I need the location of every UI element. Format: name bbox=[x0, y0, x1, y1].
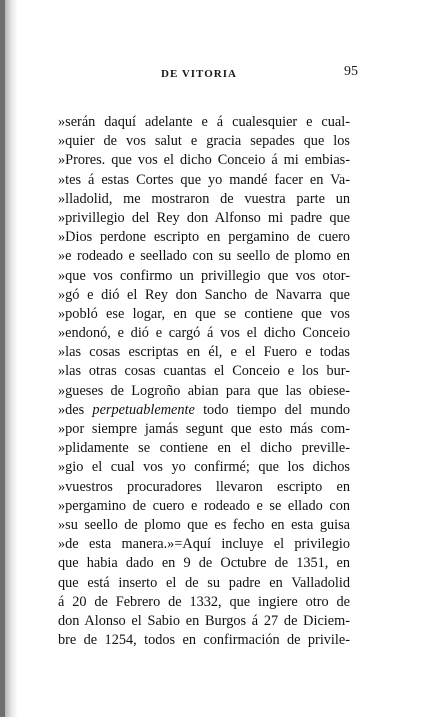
page-number: 95 bbox=[344, 64, 358, 79]
text-line: »quier de vos salut e gracia sepades que los bbox=[58, 133, 350, 150]
text-line: don Alonso el Sabio en Burgos á 27 de Diciem- bbox=[58, 612, 350, 629]
text-line: »endonó, e dió e cargó á vos el dicho Conceio bbox=[58, 325, 350, 342]
text-line: »las otras cosas cuantas el Conceio e los bur- bbox=[58, 363, 350, 380]
text-line: »e rodeado e seellado con su seello de plomo en bbox=[58, 248, 350, 265]
text-segment: »des bbox=[58, 401, 93, 418]
text-line: »gueses de Logroño abian para que las obiese- bbox=[58, 382, 350, 399]
text-line: »las cosas escriptas en él, e el Fuero e todas bbox=[58, 344, 350, 361]
text-line: »lladolid, me mostraron de vuestra parte un bbox=[58, 190, 350, 207]
text-line-with-italic bbox=[58, 401, 350, 420]
text-line: »tes á estas Cortes que yo mandé facer en Va- bbox=[58, 171, 350, 188]
text-line: que está inserto el de su padre en Valladolid bbox=[58, 574, 350, 591]
text-line: bre de 1254, todos en confirmación de privile- bbox=[58, 632, 350, 649]
body-text bbox=[58, 113, 350, 650]
text-line: á 20 de Febrero de 1332, que ingiere otro de bbox=[58, 593, 350, 610]
text-line: »pergamino de cuero e rodeado e se ellado con bbox=[58, 497, 350, 514]
text-segment: todo tiempo del mundo bbox=[194, 401, 350, 418]
text-line: »Dios perdone escripto en pergamino de cuero bbox=[58, 229, 350, 246]
italic-word: perpetuablemente bbox=[92, 401, 195, 418]
text-line: »por siempre jamás segunt que esto más com- bbox=[58, 421, 350, 437]
text-line: »gio el cual vos yo confirmé; que los dichos bbox=[58, 459, 350, 476]
text-line: »Prores. que vos el dicho Conceio á mi embias- bbox=[58, 152, 350, 169]
text-line: »privillegio del Rey don Alfonso mi padre que bbox=[58, 209, 350, 226]
text-line: »de esta manera.»=Aquí incluye el privilegio bbox=[58, 536, 350, 553]
text-line: »su seello de plomo que es fecho en esta guisa bbox=[58, 516, 350, 533]
text-line: »serán daquí adelante e á cualesquier e cual- bbox=[58, 114, 350, 130]
text-line: »plidamente se contiene en el dicho preville- bbox=[58, 440, 350, 457]
page-header bbox=[60, 64, 360, 84]
text-line: »que vos confirmo un privillegio que vos otor- bbox=[58, 267, 350, 284]
text-line: que habia dado en 9 de Octubre de 1351, en bbox=[58, 555, 350, 572]
page-edge bbox=[0, 0, 5, 717]
text-line: »gó e dió el Rey don Sancho de Navarra que bbox=[58, 286, 350, 303]
running-title: DE VITORIA bbox=[161, 68, 237, 80]
text-line: »pobló ese logar, en que se contiene que vos bbox=[58, 305, 350, 322]
text-line: »vuestros procuradores llevaron escripto en bbox=[58, 478, 350, 495]
